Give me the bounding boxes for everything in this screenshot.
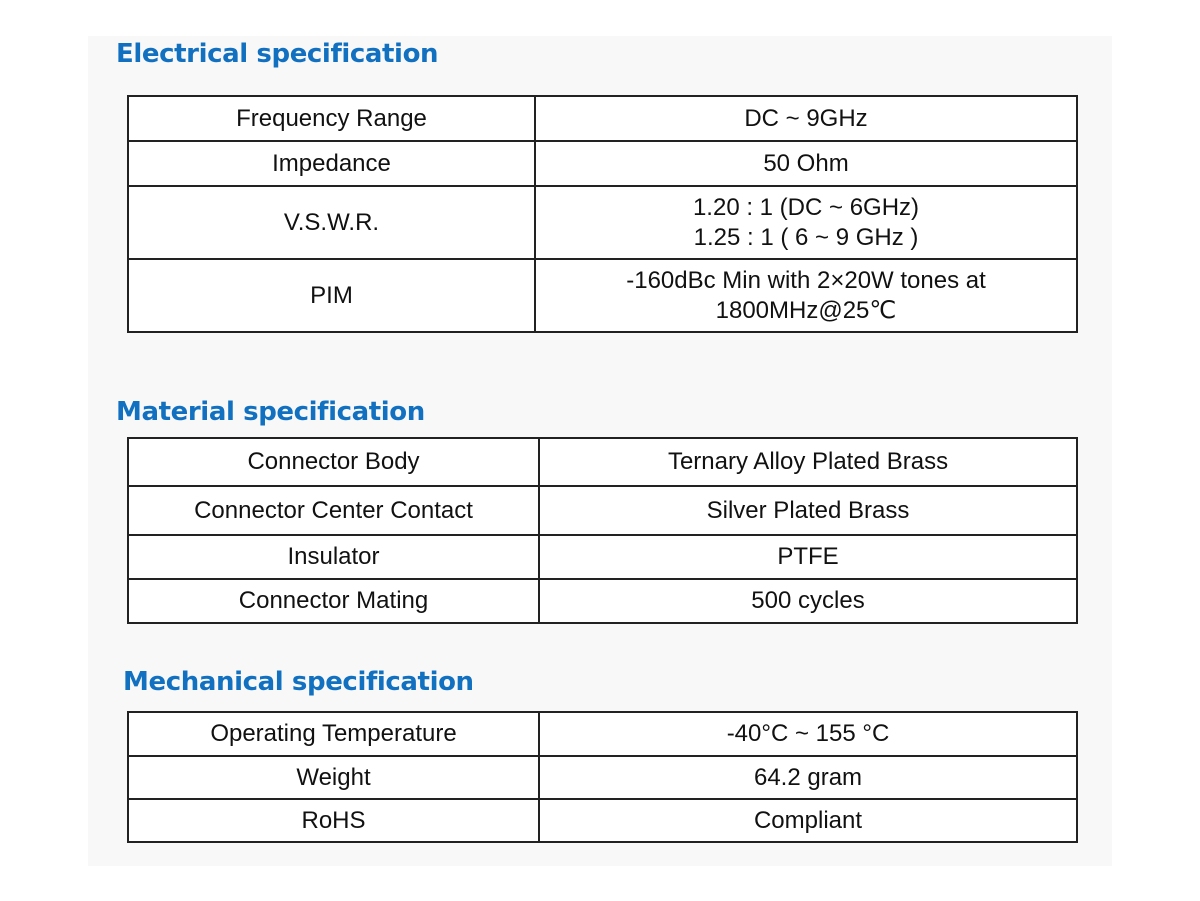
- table-row: [128, 96, 1077, 141]
- table-row: [128, 579, 1077, 623]
- spec-label: Connector Center Contact: [128, 486, 539, 535]
- table-row: [128, 756, 1077, 799]
- spec-value: DC ~ 9GHz: [535, 96, 1077, 141]
- spec-value: 500 cycles: [539, 579, 1077, 623]
- spec-label: Insulator: [128, 535, 539, 579]
- spec-value: PTFE: [539, 535, 1077, 579]
- electrical-spec-table: [127, 95, 1078, 333]
- table-row: [128, 486, 1077, 535]
- table-row: [128, 438, 1077, 486]
- spec-value: Silver Plated Brass: [539, 486, 1077, 535]
- table-row: [128, 186, 1077, 259]
- spec-label: PIM: [128, 259, 535, 332]
- mechanical-section-title: Mechanical specification: [123, 667, 474, 697]
- spec-value: 1.20 : 1 (DC ~ 6GHz) 1.25 : 1 ( 6 ~ 9 GHz ): [535, 186, 1077, 259]
- material-spec-table: [127, 437, 1078, 624]
- spec-label: V.S.W.R.: [128, 186, 535, 259]
- spec-label: Connector Body: [128, 438, 539, 486]
- table-row: [128, 259, 1077, 332]
- electrical-section-title: Electrical specification: [116, 39, 439, 69]
- spec-value: 50 Ohm: [535, 141, 1077, 186]
- spec-label: Frequency Range: [128, 96, 535, 141]
- spec-label: Connector Mating: [128, 579, 539, 623]
- table-row: [128, 535, 1077, 579]
- table-row: [128, 141, 1077, 186]
- spec-label: Operating Temperature: [128, 712, 539, 756]
- spec-value: Compliant: [539, 799, 1077, 842]
- spec-value: 64.2 gram: [539, 756, 1077, 799]
- spec-label: Impedance: [128, 141, 535, 186]
- spec-value: -40°C ~ 155 °C: [539, 712, 1077, 756]
- table-row: [128, 712, 1077, 756]
- spec-value: Ternary Alloy Plated Brass: [539, 438, 1077, 486]
- spec-label: Weight: [128, 756, 539, 799]
- spec-label: RoHS: [128, 799, 539, 842]
- material-section-title: Material specification: [116, 397, 425, 427]
- table-row: [128, 799, 1077, 842]
- mechanical-spec-table: [127, 711, 1078, 843]
- spec-value: -160dBc Min with 2×20W tones at 1800MHz@25℃: [535, 259, 1077, 332]
